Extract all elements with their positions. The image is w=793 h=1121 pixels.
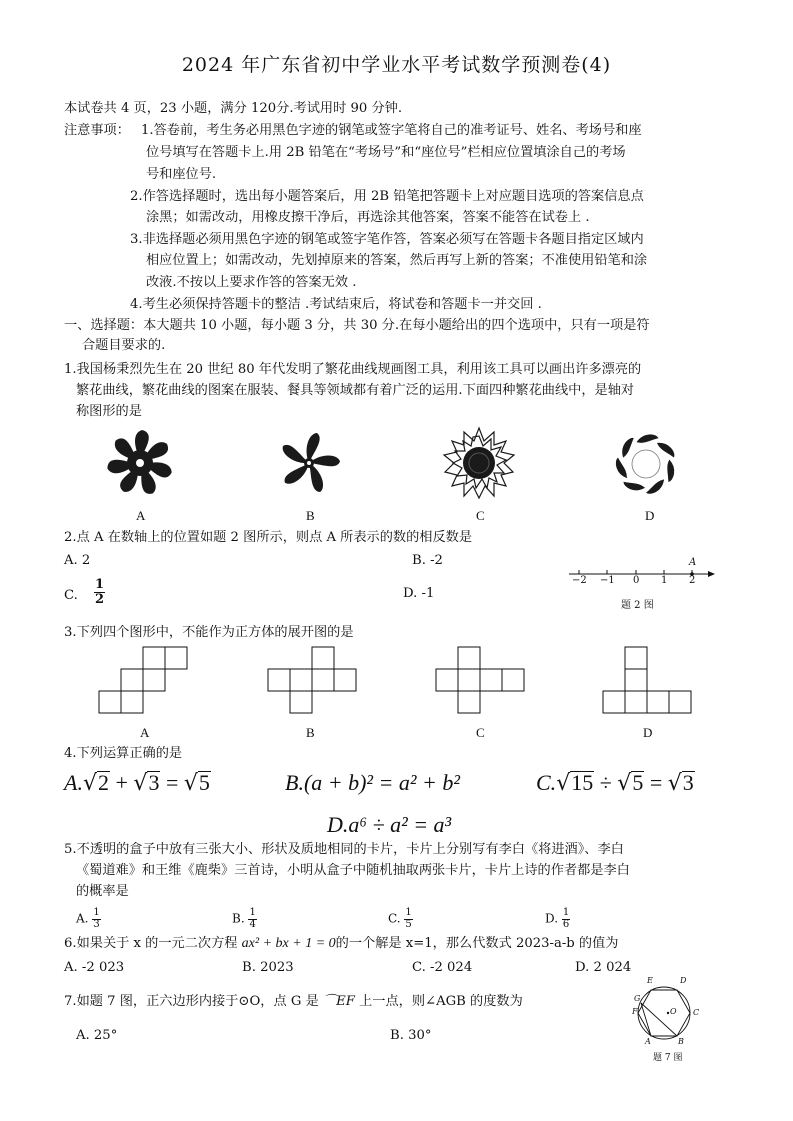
notice-line: 2.作答选择题时，选出每小题答案后，用 2B 铅笔把答题卡上对应题目选项的答案信息点 xyxy=(130,189,644,204)
option-label: C. xyxy=(536,770,557,795)
q6-stem xyxy=(64,936,619,953)
fraction-numerator: 1 xyxy=(405,907,412,918)
q1-label-b: B xyxy=(306,508,315,523)
q4-option-d: D.a⁶ ÷ a² = a³ xyxy=(327,812,452,837)
q5-option-d xyxy=(545,908,570,930)
q3-label-a: A xyxy=(140,725,150,740)
q3-label-b: B xyxy=(306,725,315,740)
q4-stem: 4.下列运算正确的是 xyxy=(64,746,183,761)
cube-net-b xyxy=(267,646,359,718)
plus-sign: + xyxy=(115,770,128,795)
q2-stem: 2.点 A 在数轴上的位置如题 2 图所示，则点 A 所表示的数的相反数是 xyxy=(64,530,473,545)
q4-option-b: B.(a + b)² = a² + b² xyxy=(285,770,460,795)
point-label: O xyxy=(670,1007,677,1016)
fraction-numerator: 1 xyxy=(95,577,105,592)
q7-stem xyxy=(64,994,523,1010)
notice-label: 注意事项： xyxy=(64,123,130,138)
cube-net-c xyxy=(435,646,527,718)
radicand: 3 xyxy=(682,770,694,795)
q6-option-b: B. 2023 xyxy=(242,960,294,975)
q4-option-c: C.√15 ÷ √5 = √3 xyxy=(536,770,694,796)
q1-label-d: D xyxy=(645,508,655,523)
q5-line: 的概率是 xyxy=(76,884,129,899)
q6-stem-start: 6.如果关于 x 的一元二次方程 xyxy=(64,936,242,951)
tick-label: −2 xyxy=(572,575,587,586)
divide-sign: ÷ xyxy=(599,770,612,795)
q5-option-b xyxy=(232,908,257,930)
radicand: 2 xyxy=(97,770,109,795)
notice-line: 号和座位号. xyxy=(146,167,217,182)
q7-option-b: B. 30° xyxy=(390,1028,432,1043)
q7-stem-start: 7.如题 7 图，正六边形内接于⊙O，点 G 是 xyxy=(64,994,323,1009)
cube-net-d xyxy=(602,646,696,718)
page-title: 2024 年广东省初中学业水平考试数学预测卷(4) xyxy=(181,54,612,76)
radicand: 15 xyxy=(571,770,594,795)
fraction-numerator: 1 xyxy=(562,907,570,918)
fraction-denominator: 3 xyxy=(93,918,100,930)
q1-label-c: C xyxy=(476,508,485,523)
point-label: B xyxy=(678,1037,684,1046)
q2-option-c-fraction xyxy=(94,578,105,606)
q6-option-c: C. -2 024 xyxy=(412,960,473,975)
q7-option-a: A. 25° xyxy=(76,1028,118,1043)
option-label: D. xyxy=(545,911,559,926)
notice-line: 位号填写在答题卡上.用 2B 铅笔在“考场号”和“座位号”栏相应位置填涂自己的考场 xyxy=(146,145,626,160)
fraction-denominator: 5 xyxy=(405,918,412,930)
q3-label-d: D xyxy=(643,725,653,740)
q5-line: 《蜀道难》和王维《鹿柴》三首诗，小明从盒子中随机抽取两张卡片，卡片上诗的作者都是李白 xyxy=(76,863,630,878)
q5-line: 5.不透明的盒子中放有三张大小、形状及质地相同的卡片，卡片上分别写有李白《将进酒》、李白 xyxy=(64,842,624,857)
point-label: A xyxy=(645,1037,651,1046)
q6-stem-end: 的一个解是 x=1，那么代数式 2023-a-b 的值为 xyxy=(335,936,619,951)
flower-curve-a xyxy=(105,428,175,498)
tick-label: 1 xyxy=(661,575,668,586)
fraction-numerator: 1 xyxy=(93,907,100,918)
q7-figure-caption: 题 7 图 xyxy=(653,1053,683,1063)
option-label: C. xyxy=(388,911,401,926)
section-heading: 一、选择题：本大题共 10 小题，每小题 3 分，共 30 分.在每小题给出的四个选项中，只有一项是符 xyxy=(64,318,650,333)
q2-option-b: B. -2 xyxy=(412,553,443,568)
flower-curve-b xyxy=(276,430,342,496)
fraction-numerator: 1 xyxy=(249,907,256,918)
tick-label: 0 xyxy=(633,575,640,586)
q6-option-d: D. 2 024 xyxy=(575,960,632,975)
option-label: B. xyxy=(232,911,245,926)
equals-sign: = xyxy=(649,770,663,795)
notice-line: 相应位置上；如需改动，先划掉原来的答案，然后再写上新的答案；不准使用铅笔和涂 xyxy=(146,253,648,268)
q2-option-a: A. 2 xyxy=(64,553,91,568)
q2-option-c-label: C. xyxy=(64,588,78,603)
q5-option-a xyxy=(76,908,101,930)
q4-option-a: A.√2 + √3 = √5 xyxy=(64,770,210,796)
q7-arc: ⌒EF xyxy=(322,994,355,1009)
cube-net-a xyxy=(99,646,189,718)
q1-label-a: A xyxy=(136,508,146,523)
point-label: E xyxy=(647,976,653,985)
radicand: 5 xyxy=(198,770,210,795)
tick-label: 2 xyxy=(689,575,696,586)
flower-curve-d xyxy=(612,430,680,498)
point-a-label: A xyxy=(689,557,697,568)
radicand: 3 xyxy=(148,770,160,795)
fraction-denominator: 2 xyxy=(95,591,105,607)
notice-line: 涂黑；如需改动，用橡皮擦干净后，再选涂其他答案，答案不能答在试卷上 . xyxy=(146,210,590,225)
radicand: 5 xyxy=(632,770,644,795)
q1-line: 称图形的是 xyxy=(76,404,142,419)
q3-label-c: C xyxy=(476,725,485,740)
point-label: C xyxy=(693,1008,700,1017)
notice-line: 3.非选择题必须用黑色字迹的钢笔或签字笔作答，答案必须写在答题卡各题目指定区域内 xyxy=(130,232,644,247)
flower-curve-c xyxy=(442,426,516,500)
q6-option-a: A. -2 023 xyxy=(64,960,125,975)
point-label: D xyxy=(680,976,687,985)
fraction-denominator: 6 xyxy=(562,918,570,930)
q1-line: 1.我国杨秉烈先生在 20 世纪 80 年代发明了繁花曲线规画图工具，利用该工具可以画出许多漂亮的 xyxy=(64,362,642,377)
q7-stem-end: 上一点，则∠AGB 的度数为 xyxy=(354,994,523,1009)
tick-label: −1 xyxy=(600,575,615,586)
section-heading: 合题目要求的. xyxy=(82,338,166,353)
option-label: A. xyxy=(76,911,89,926)
q1-line: 繁花曲线，繁花曲线的图案在服装、餐具等领域都有着广泛的运用.下面四种繁花曲线中，是轴对 xyxy=(76,383,635,398)
q2-option-d: D. -1 xyxy=(403,586,435,601)
q2-figure-caption: 题 2 图 xyxy=(621,600,654,611)
q3-stem: 3.下列四个图形中，不能作为正方体的展开图的是 xyxy=(64,625,354,640)
q6-equation: ax² + bx + 1 = 0 xyxy=(241,936,336,951)
intro-text: 本试卷共 4 页，23 小题，满分 120分.考试用时 90 分钟. xyxy=(64,101,403,116)
point-label: G xyxy=(634,994,641,1003)
equals-sign: = xyxy=(165,770,179,795)
hexagon-circle-figure xyxy=(630,985,702,1047)
point-label: F xyxy=(632,1007,638,1016)
notice-line: 1.答卷前，考生务必用黑色字迹的钢笔或签字笔将自己的准考证号、姓名、考场号和座 xyxy=(141,123,642,138)
notice-line: 4.考生必须保持答题卡的整洁 .考试结束后，将试卷和答题卡一并交回 . xyxy=(130,297,542,312)
notice-line: 改液.不按以上要求作答的答案无效 . xyxy=(146,275,357,290)
option-label: A. xyxy=(64,770,83,795)
fraction-denominator: 4 xyxy=(249,918,256,930)
q5-option-c xyxy=(388,908,413,930)
